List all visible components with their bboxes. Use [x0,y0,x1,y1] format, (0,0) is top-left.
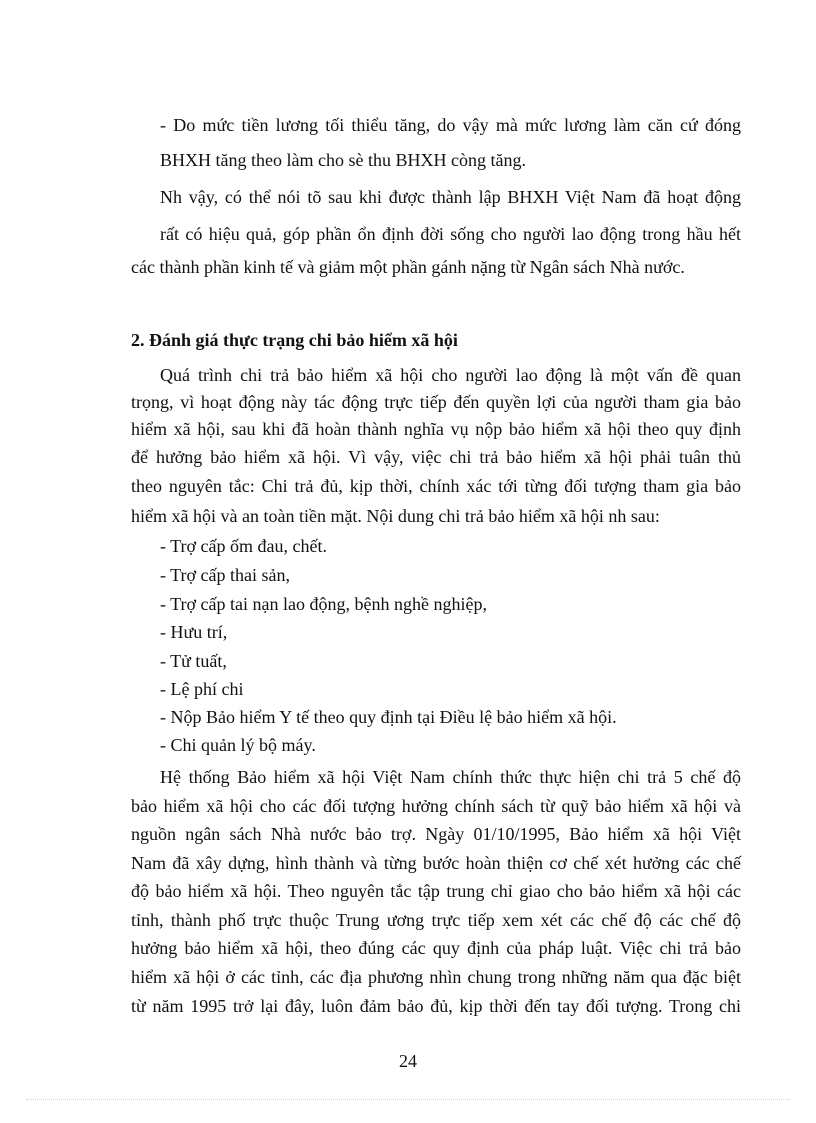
paragraph-line: trọng, vì hoạt động này tác động trực tiếp đến quyền lợi của người tham gia bảo [131,392,741,412]
paragraph-line: Hệ thống Bảo hiểm xã hội Việt Nam chính thức thực hiện chi trả 5 chế độ [160,767,741,787]
paragraph-line: tỉnh, thành phố trực thuộc Trung ương trực tiếp xem xét các chế độ các chế độ [131,910,741,930]
paragraph-line: hiểm xã hội và an toàn tiền mặt. Nội dung chi trả bảo hiểm xã hội nh sau: [131,506,660,526]
paragraph-line: Nh vậy, có thể nói tõ sau khi được thành lập BHXH Việt Nam đã hoạt động [160,187,741,207]
section-heading: 2. Đánh giá thực trạng chi bảo hiểm xã hội [131,330,458,350]
list-item: - Chi quản lý bộ máy. [160,735,316,755]
paragraph-line: BHXH tăng theo làm cho sè thu BHXH còng tăng. [160,150,526,170]
list-item: - Trợ cấp tai nạn lao động, bệnh nghề nghiệp, [160,594,487,614]
paragraph-line: từ năm 1995 trở lại đây, luôn đảm bảo đủ, kịp thời đến tay đối tượng. Trong chi [131,996,741,1016]
paragraph-line: bảo hiểm xã hội cho các đối tượng hưởng chính sách từ quỹ bảo hiểm xã hội và [131,796,741,816]
paragraph-line: hiểm xã hội ở các tỉnh, các địa phương nhìn chung trong những năm qua đặc biệt [131,967,741,987]
list-item: - Trợ cấp thai sản, [160,565,291,585]
list-item: - Trợ cấp ốm đau, chết. [160,536,327,556]
paragraph-line: độ bảo hiểm xã hội. Theo nguyên tắc tập trung chỉ giao cho bảo hiểm xã hội các [131,881,741,901]
list-item: - Hưu trí, [160,622,228,642]
paragraph-line: - Do mức tiền lương tối thiểu tăng, do vậy mà mức lương làm căn cứ đóng [160,115,741,135]
paragraph-line: hưởng bảo hiểm xã hội, theo đúng các quy định của pháp luật. Việc chi trả bảo [131,938,741,958]
list-item: - Lệ phí chi [160,679,244,699]
page-divider [26,1099,790,1100]
paragraph-line: Quá trình chi trả bảo hiểm xã hội cho người lao động là một vấn đề quan [160,365,741,385]
paragraph-line: rất có hiệu quả, góp phần ổn định đời sống cho người lao động trong hầu hết [160,224,741,244]
paragraph-line: Nam đã xây dựng, hình thành và từng bước hoàn thiện cơ chế xét hưởng các chế [131,853,741,873]
paragraph-line: theo nguyên tắc: Chi trả đủ, kịp thời, chính xác tới từng đối tượng tham gia bảo [131,476,741,496]
paragraph-line: để hưởng bảo hiểm xã hội. Vì vậy, việc chi trả bảo hiểm xã hội phải tuân thủ [131,447,741,467]
list-item: - Nộp Bảo hiểm Y tế theo quy định tại Điều lệ bảo hiểm xã hội. [160,707,617,727]
paragraph-line: hiểm xã hội, sau khi đã hoàn thành nghĩa vụ nộp bảo hiểm xã hội theo quy định [131,419,741,439]
paragraph-line: các thành phần kinh tế và giảm một phần gánh nặng từ Ngân sách Nhà nước. [131,257,685,277]
page-number: 24 [399,1051,417,1071]
paragraph-line: nguồn ngân sách Nhà nước bảo trợ. Ngày 01/10/1995, Bảo hiểm xã hội Việt [131,824,741,844]
list-item: - Tử tuất, [160,651,227,671]
